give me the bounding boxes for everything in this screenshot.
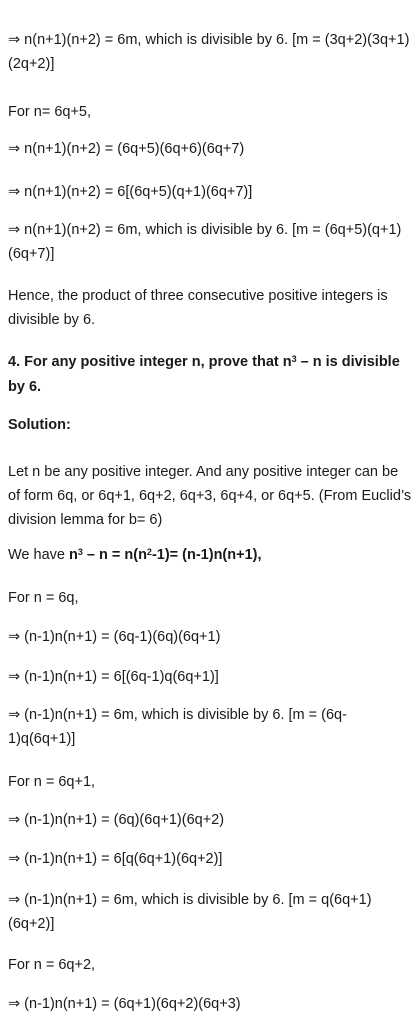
case-heading-6q5: For n= 6q+5, <box>8 104 92 120</box>
solution-label: Solution: <box>8 417 71 433</box>
proof-line: ⇒ n(n+1)(n+2) = 6[(6q+5)(q+1)(6q+7)] <box>8 184 253 200</box>
question-4-heading <box>8 350 413 399</box>
question-4-text-a: 4. For any positive integer n, prove that n <box>8 354 292 370</box>
proof-line: ⇒ (n-1)n(n+1) = (6q-1)(6q)(6q+1) <box>8 629 221 645</box>
exponent: 3 <box>77 547 83 557</box>
case-heading-6q1: For n = 6q+1, <box>8 774 96 790</box>
question-4-text-b: – n is divisible by 6. <box>8 354 400 395</box>
exponent: 3 <box>291 354 297 364</box>
identity-n: n <box>69 547 78 563</box>
proof-line: ⇒ (n-1)n(n+1) = 6m, which is divisible by 6. [m = q(6q+1)(6q+2)] <box>8 892 372 932</box>
proof-line: ⇒ (n-1)n(n+1) = (6q)(6q+1)(6q+2) <box>8 812 225 828</box>
identity-mid: – n = n(n <box>82 547 147 563</box>
exponent: 2 <box>146 547 152 557</box>
identity-line <box>8 543 413 568</box>
proof-line: ⇒ n(n+1)(n+2) = (6q+5)(6q+6)(6q+7) <box>8 141 245 157</box>
proof-line-m-3q: ⇒ n(n+1)(n+2) = 6m, which is divisible by 6. [m = (3q+2)(3q+1)(2q+2)] <box>8 32 410 72</box>
solution-intro-paragraph: Let n be any positive integer. And any positive integer can be of form 6q, or 6q+1, 6q+2, 6q+3, 6q+4, or 6q+5. (From Euclid’s division lemma for b= 6) <box>8 464 412 528</box>
identity-prefix: We have <box>8 547 69 563</box>
conclusion-paragraph: Hence, the product of three consecutive positive integers is divisible by 6. <box>8 288 388 328</box>
proof-line: ⇒ (n-1)n(n+1) = 6[q(6q+1)(6q+2)] <box>8 851 223 867</box>
case-heading-6q2: For n = 6q+2, <box>8 957 96 973</box>
proof-line: ⇒ n(n+1)(n+2) = 6m, which is divisible by 6. [m = (6q+5)(q+1)(6q+7)] <box>8 222 402 262</box>
case-heading-6q: For n = 6q, <box>8 590 79 606</box>
proof-line: ⇒ (n-1)n(n+1) = (6q+1)(6q+2)(6q+3) <box>8 996 241 1012</box>
proof-line: ⇒ (n-1)n(n+1) = 6[(6q-1)q(6q+1)] <box>8 669 219 685</box>
identity-end: -1)= (n-1)n(n+1), <box>151 547 262 563</box>
proof-line: ⇒ (n-1)n(n+1) = 6m, which is divisible by 6. [m = (6q-1)q(6q+1)] <box>8 707 347 747</box>
